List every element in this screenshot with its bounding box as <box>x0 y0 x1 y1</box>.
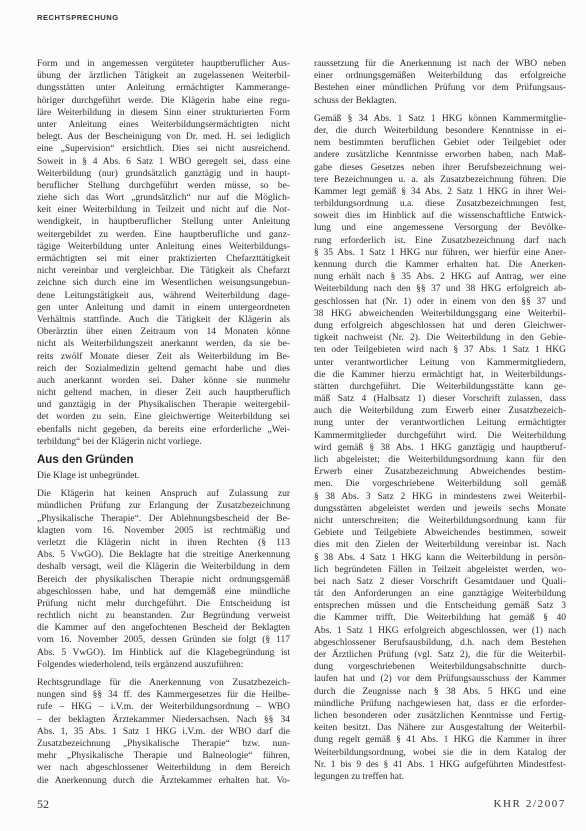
text-line: dungsstätten abgeleistet werden und jeweils sechs Monate <box>314 503 566 514</box>
text-line: Soweit in § 4 Abs. 6 Satz 1 WBO geregelt sei, dass eine <box>37 156 290 167</box>
text-line: mehr „Physikalische Therapie und Balneologie“ führen, <box>37 751 290 762</box>
text-line: Bereich der physikalischen Therapie nicht ordnungsgemäß <box>37 574 290 585</box>
text-line: nicht vereinbar und vergleichbar. Die Tätigkeit als Chefarzt <box>37 266 290 277</box>
text-line: nicht geltend machen, in dieser Zeit auch hauptberuflich <box>37 388 290 399</box>
text-line: abgeschlossener Berufsausbildung, d.h. nach dem Bestehen <box>314 637 566 648</box>
text-line: wer nach abgeschlossener Weiterbildung in dem Bereich <box>37 763 290 774</box>
text-line: Abs. 5 VwGO). Die Beklagte hat die streitige Anerkennung <box>37 550 290 561</box>
text-line: nungen sind §§ 34 ff. des Kammergesetzes für die Heilbe- <box>37 690 290 701</box>
paragraph <box>314 58 566 107</box>
text-line: schuss der Beklagten. <box>314 95 397 106</box>
text-line: rechtlich nicht zu beanstanden. Zur Begründung verweist <box>37 611 290 622</box>
text-line: stätten durchgeführt. Die Weiterbildungsstätte kann ge- <box>314 381 566 392</box>
text-line: mäß Satz 4 (Halbsatz 1) dieser Vorschrift zulassen, dass <box>314 394 566 405</box>
text-line: wendigkeit, in hauptberuflicher Stellung unter Anleitung <box>37 217 290 228</box>
text-line: Nr. 1 bis 9 des § 41 Abs. 1 HKG aufgeführten Mindestfest- <box>314 759 566 770</box>
text-line: ebenfalls nicht gegeben, da bereits eine erforderliche „Wei- <box>37 424 290 435</box>
paragraph <box>37 58 290 448</box>
text-line: Folgendes wiederholend, teils ergänzend auszuführen: <box>37 659 244 670</box>
text-line: ziehe sich das Wort „grundsätzlich“ nur auf die Möglich- <box>37 193 290 204</box>
text-line: ermächtigten sei mit einer praktizierten Chefarzttätigkeit <box>37 254 290 264</box>
text-line: mündliche Prüfung nachgewiesen hat, dass er die erforder- <box>314 698 566 709</box>
text-line: terbildung“ bei der Klägerin nicht vorliege. <box>37 436 202 447</box>
text-line: ten oder Teilgebieten wird nach § 37 Abs. 1 Satz 1 HKG <box>314 345 566 356</box>
text-line: auch die Weiterbildung zum Erwerb einer Zusatzbezeich- <box>314 406 566 417</box>
journal-issue: KHR 2/2007 <box>493 798 566 810</box>
text-line: keiten besitzt. Das Nähere zur Ausgestaltung der Weiterbil- <box>314 723 566 734</box>
text-line: det worden zu sein. Eine gleichwertige Weiterbildung sei <box>37 412 290 423</box>
text-line: kennung durch die Kammer erhalten hat. Die Anerken- <box>314 260 566 270</box>
text-line: weitergebildet zu werden. Eine hauptberufliche und ganz- <box>37 229 290 240</box>
text-line: reich der Sozialmedizin geltend gemacht habe und dies <box>37 363 290 374</box>
paragraph <box>37 488 290 671</box>
text-line: Weiterbildung nach den §§ 37 und 38 HKG erfolgreich ab- <box>314 284 566 295</box>
text-line: dies mit den Zielen der Weiterbildung vereinbar ist. Nach <box>314 540 566 551</box>
text-line: Oberärztin über einen Zeitraum von 14 Monaten könne <box>37 327 290 338</box>
text-line: tägige Weiterbildung unter Anleitung eines Weiterbildungs- <box>37 241 290 252</box>
text-line: unter verantwortlicher Leitung von Kammermitgliedern, <box>314 357 566 368</box>
text-line: dung regelt gemäß § 41 Abs. 1 HKG die Kammer in ihrer <box>314 735 566 746</box>
text-line: dung erfolgreich abgeschlossen hat und deren Gleichwer- <box>314 320 566 331</box>
text-line: § 38 Abs. 3 Satz 2 HKG in mindestens zwei Weiterbil- <box>314 491 566 502</box>
text-line: terbildungsordnung u.a. diese Zusatzbezeichnungen fest, <box>314 199 566 210</box>
text-line: abgeschlossen habe, und hat demgemäß eine mündliche <box>37 586 290 597</box>
text-line: tere Bezeichnungen u. a. als Zusatzbezeichnung führen. Die <box>314 174 566 185</box>
text-line: die Kammer trifft. Die Weiterbildung hat gemäß § 40 <box>314 613 566 624</box>
text-line: Bestehen einer mündlichen Prüfung vor dem Prüfungsaus- <box>314 83 566 94</box>
text-line: Abs. 1 Satz 1 HKG erfolgreich abgeschlossen, wer (1) nach <box>314 625 566 636</box>
text-line: deshalb versagt, weil die Klägerin die Weiterbildung in dem <box>37 562 290 573</box>
text-line: belegt. Aus der Bescheinigung von Dr. med. H. sei lediglich <box>37 132 290 143</box>
text-line: lichen besonderen oder zusätzlichen Kenntnisse und Fertig- <box>314 710 566 721</box>
text-line: lich abgeleistet; die Weiterbildungsordnung kann für den <box>314 455 566 465</box>
text-line: § 38 Abs. 4 Satz 1 HKG kann die Weiterbildung in persön- <box>314 552 566 563</box>
text-line: Abs. 5 VwGO). Im Hinblick auf die Klagebegründung ist <box>37 647 290 658</box>
right-column <box>314 58 566 783</box>
text-line: laufen hat und (2) vor dem Prüfungsausschuss der Kammer <box>314 674 566 685</box>
paragraph <box>314 113 566 783</box>
text-line: nicht als Weiterbildungszeit anerkannt werden, da sie be- <box>37 339 290 350</box>
paragraph <box>37 470 290 482</box>
text-line: Kammer legt gemäß § 34 Abs. 2 Satz 1 HKG in ihrer Wei- <box>314 186 566 197</box>
text-line: Zusatzbezeichnung „Physikalische Therapie“ bzw. nun- <box>37 738 290 749</box>
text-line: Prüfung nicht mehr durchgeführt. Die Entscheidung ist <box>37 598 290 609</box>
paragraph <box>37 677 290 787</box>
text-line: reits zwölf Monate dieser Zeit als Weiterbildung im Be- <box>37 351 290 362</box>
text-line: Die Klage ist unbegründet. <box>37 471 140 481</box>
text-line: entsprechen müssen und die Entscheidung gemäß Satz 3 <box>314 601 566 612</box>
text-line: durch die Zeugnisse nach § 38 Abs. 5 HKG und eine <box>314 686 566 697</box>
text-line: lung und eine angemessene Versorgung der Bevölke- <box>314 223 566 234</box>
text-line: Rechtsgrundlage für die Anerkennung von Zusatzbezeich- <box>37 678 290 688</box>
text-line: nem bestimmten beruflichen Gebiet oder Teilgebiet oder <box>314 138 566 149</box>
text-line: Weiterbildung (nur) grundsätzlich ganztägig und in haupt- <box>37 168 290 179</box>
text-line: Abs. 1, 35 Abs. 1 Satz 1 HKG i.V.m. der WBO darf die <box>37 726 290 737</box>
text-line: lich begründeten Fällen in Teilzeit abgeleistet werden, wo- <box>314 564 566 575</box>
text-line: Weiterbildungsordnung, wobei sie die in dem Katalog der <box>314 747 566 758</box>
text-line: gabe dieses Gesetzes neben ihrer Berufsbezeichnung wei- <box>314 162 566 173</box>
text-line: klagten vom 16. November 2005 ist rechtmäßig und <box>37 525 290 536</box>
text-line: Gemäß § 34 Abs. 1 Satz 1 HKG können Kammermitglie- <box>314 113 566 124</box>
text-line: – der beklagten Ärztekammer Niedersachsen. Nach §§ 34 <box>37 714 290 725</box>
text-line: legungen zu treffen hat. <box>314 771 405 782</box>
text-line: dene Leitungstätigkeit aus, während Weiterbildung dage- <box>37 290 290 301</box>
text-line: eine „Supervision“ ersichtlich. Dies sei nicht ausreichend. <box>37 144 290 155</box>
text-line: § 35 Abs. 1 Satz 1 HKG nur führen, wer hierfür eine Aner- <box>314 247 566 258</box>
text-line: zeichne sich durch eine im Wesentlichen weisungsungebun- <box>37 278 290 289</box>
text-line: die Anerkennung durch die Ärztekammer erhalten hat. Vo- <box>37 775 290 786</box>
text-line: beruflicher Stellung durchgeführt werden müsse, so be- <box>37 180 290 191</box>
text-line: tigkeit nachweist (Nr. 2). Die Weiterbildung in den Gebie- <box>314 333 566 344</box>
text-line: der, die durch Weiterbildung besondere Kenntnisse in ei- <box>314 125 566 136</box>
text-line: geschlossen hat (Nr. 1) oder in einem von den §§ 37 und <box>314 296 566 307</box>
text-line: übung der ärztlichen Tätigkeit an zugelassenen Weiterbil- <box>37 71 290 82</box>
text-line: bei nach Satz 2 dieser Vorschrift Gesamtdauer und Quali- <box>314 576 566 587</box>
text-line: rufe – HKG – i.V.m. der Weiterbildungsordnung – WBO <box>37 702 290 713</box>
section-heading: Aus den Gründen <box>37 454 134 466</box>
text-line: höriger durchgeführt werde. Die Klägerin habe eine regu- <box>37 95 290 106</box>
running-head: RECHTSPRECHUNG <box>37 13 119 22</box>
text-line: mündlichen Prüfung zur Erlangung der Zusatzbezeichnung <box>37 501 290 512</box>
text-line: läre Weiterbildung in diesem Sinn einer strukturierten Form <box>37 107 290 118</box>
text-line: die die Kammer hierzu ermächtigt hat, in Weiterbildungs- <box>314 369 566 380</box>
left-column <box>37 58 290 787</box>
text-line: dungsstätten unter Anleitung ermächtigter Kammerange- <box>37 83 290 94</box>
text-line: dung vorgeschriebenen Weiterbildungsabschnitte durch- <box>314 662 566 673</box>
page-number: 52 <box>37 797 49 811</box>
text-line: nung erhält nach § 35 Abs. 2 HKG auf Antrag, wer eine <box>314 272 566 283</box>
text-line: Verhältnis stattfinde. Auch die Tätigkeit der Klägerin als <box>37 314 290 325</box>
text-line: Die Klägerin hat keinen Anspruch auf Zulassung zur <box>37 489 290 500</box>
text-line: unter Anleitung eines Weiterbildungsermächtigten nicht <box>37 119 290 130</box>
text-line: keit einer Weiterbildung in Teilzeit und nicht auf die Not- <box>37 205 290 216</box>
text-line: 38 HKG abweichenden Weiterbildungsgang eine Weiterbil- <box>314 308 566 319</box>
text-line: einer ordnungsgemäßen Weiterbildung das erfolgreiche <box>314 71 566 82</box>
text-line: Gebiete und Teilgebiete Abweichendes bestimmen, soweit <box>314 528 566 539</box>
text-line: vom 16. November 2005, dessen Gründen sie folgt (§ 117 <box>37 635 290 646</box>
text-line: Erwerb einer Zusatzbezeichnung Abweichendes bestim- <box>314 467 566 478</box>
text-line: wird gemäß § 38 Abs. 1 HKG ganztägig und hauptberuf- <box>314 442 566 453</box>
text-line: andere zusätzliche Kenntnisse erworben haben, nach Maß- <box>314 150 566 161</box>
text-line: gen unter Anleitung und damit in einem untergeordneten <box>37 302 290 313</box>
text-line: nicht unterschreiten; die Weiterbildungsordnung kann für <box>314 515 566 526</box>
text-line: rung erforderlich ist. Eine Zusatzbezeichnung darf nach <box>314 235 566 246</box>
text-line: und ganztägig in der Physikalischen Therapie weitergebil- <box>37 400 290 411</box>
text-line: die Kammer auf den angefochtenen Bescheid der Beklagten <box>37 623 290 634</box>
text-line: der Ärztlichen Prüfung (vgl. Satz 2), die für die Weiterbil- <box>314 650 566 660</box>
text-line: men. Die vorgeschriebene Weiterbildung soll gemäß <box>314 479 566 490</box>
text-line: Form und in angemessen vergüteter hauptberuflicher Aus- <box>37 59 290 69</box>
text-line: raussetzung für die Anerkennung ist nach der WBO neben <box>314 59 566 69</box>
text-line: verletzt die Klägerin nicht in ihren Rechten (§ 113 <box>37 537 290 548</box>
text-line: soweit dies im Hinblick auf die wissenschaftliche Entwick- <box>314 211 566 222</box>
text-line: auch anerkannt worden sei. Daher könne sie nunmehr <box>37 375 290 386</box>
text-line: nung unter der verantwortlichen Leitung ermächtigter <box>314 418 566 429</box>
text-line: „Physikalische Therapie“. Der Ablehnungsbescheid der Be- <box>37 513 290 524</box>
text-line: Kammermitglieder durchgeführt wird. Die Weiterbildung <box>314 430 566 441</box>
text-line: tät den Anforderungen an eine ganztägige Weiterbildung <box>314 589 566 600</box>
